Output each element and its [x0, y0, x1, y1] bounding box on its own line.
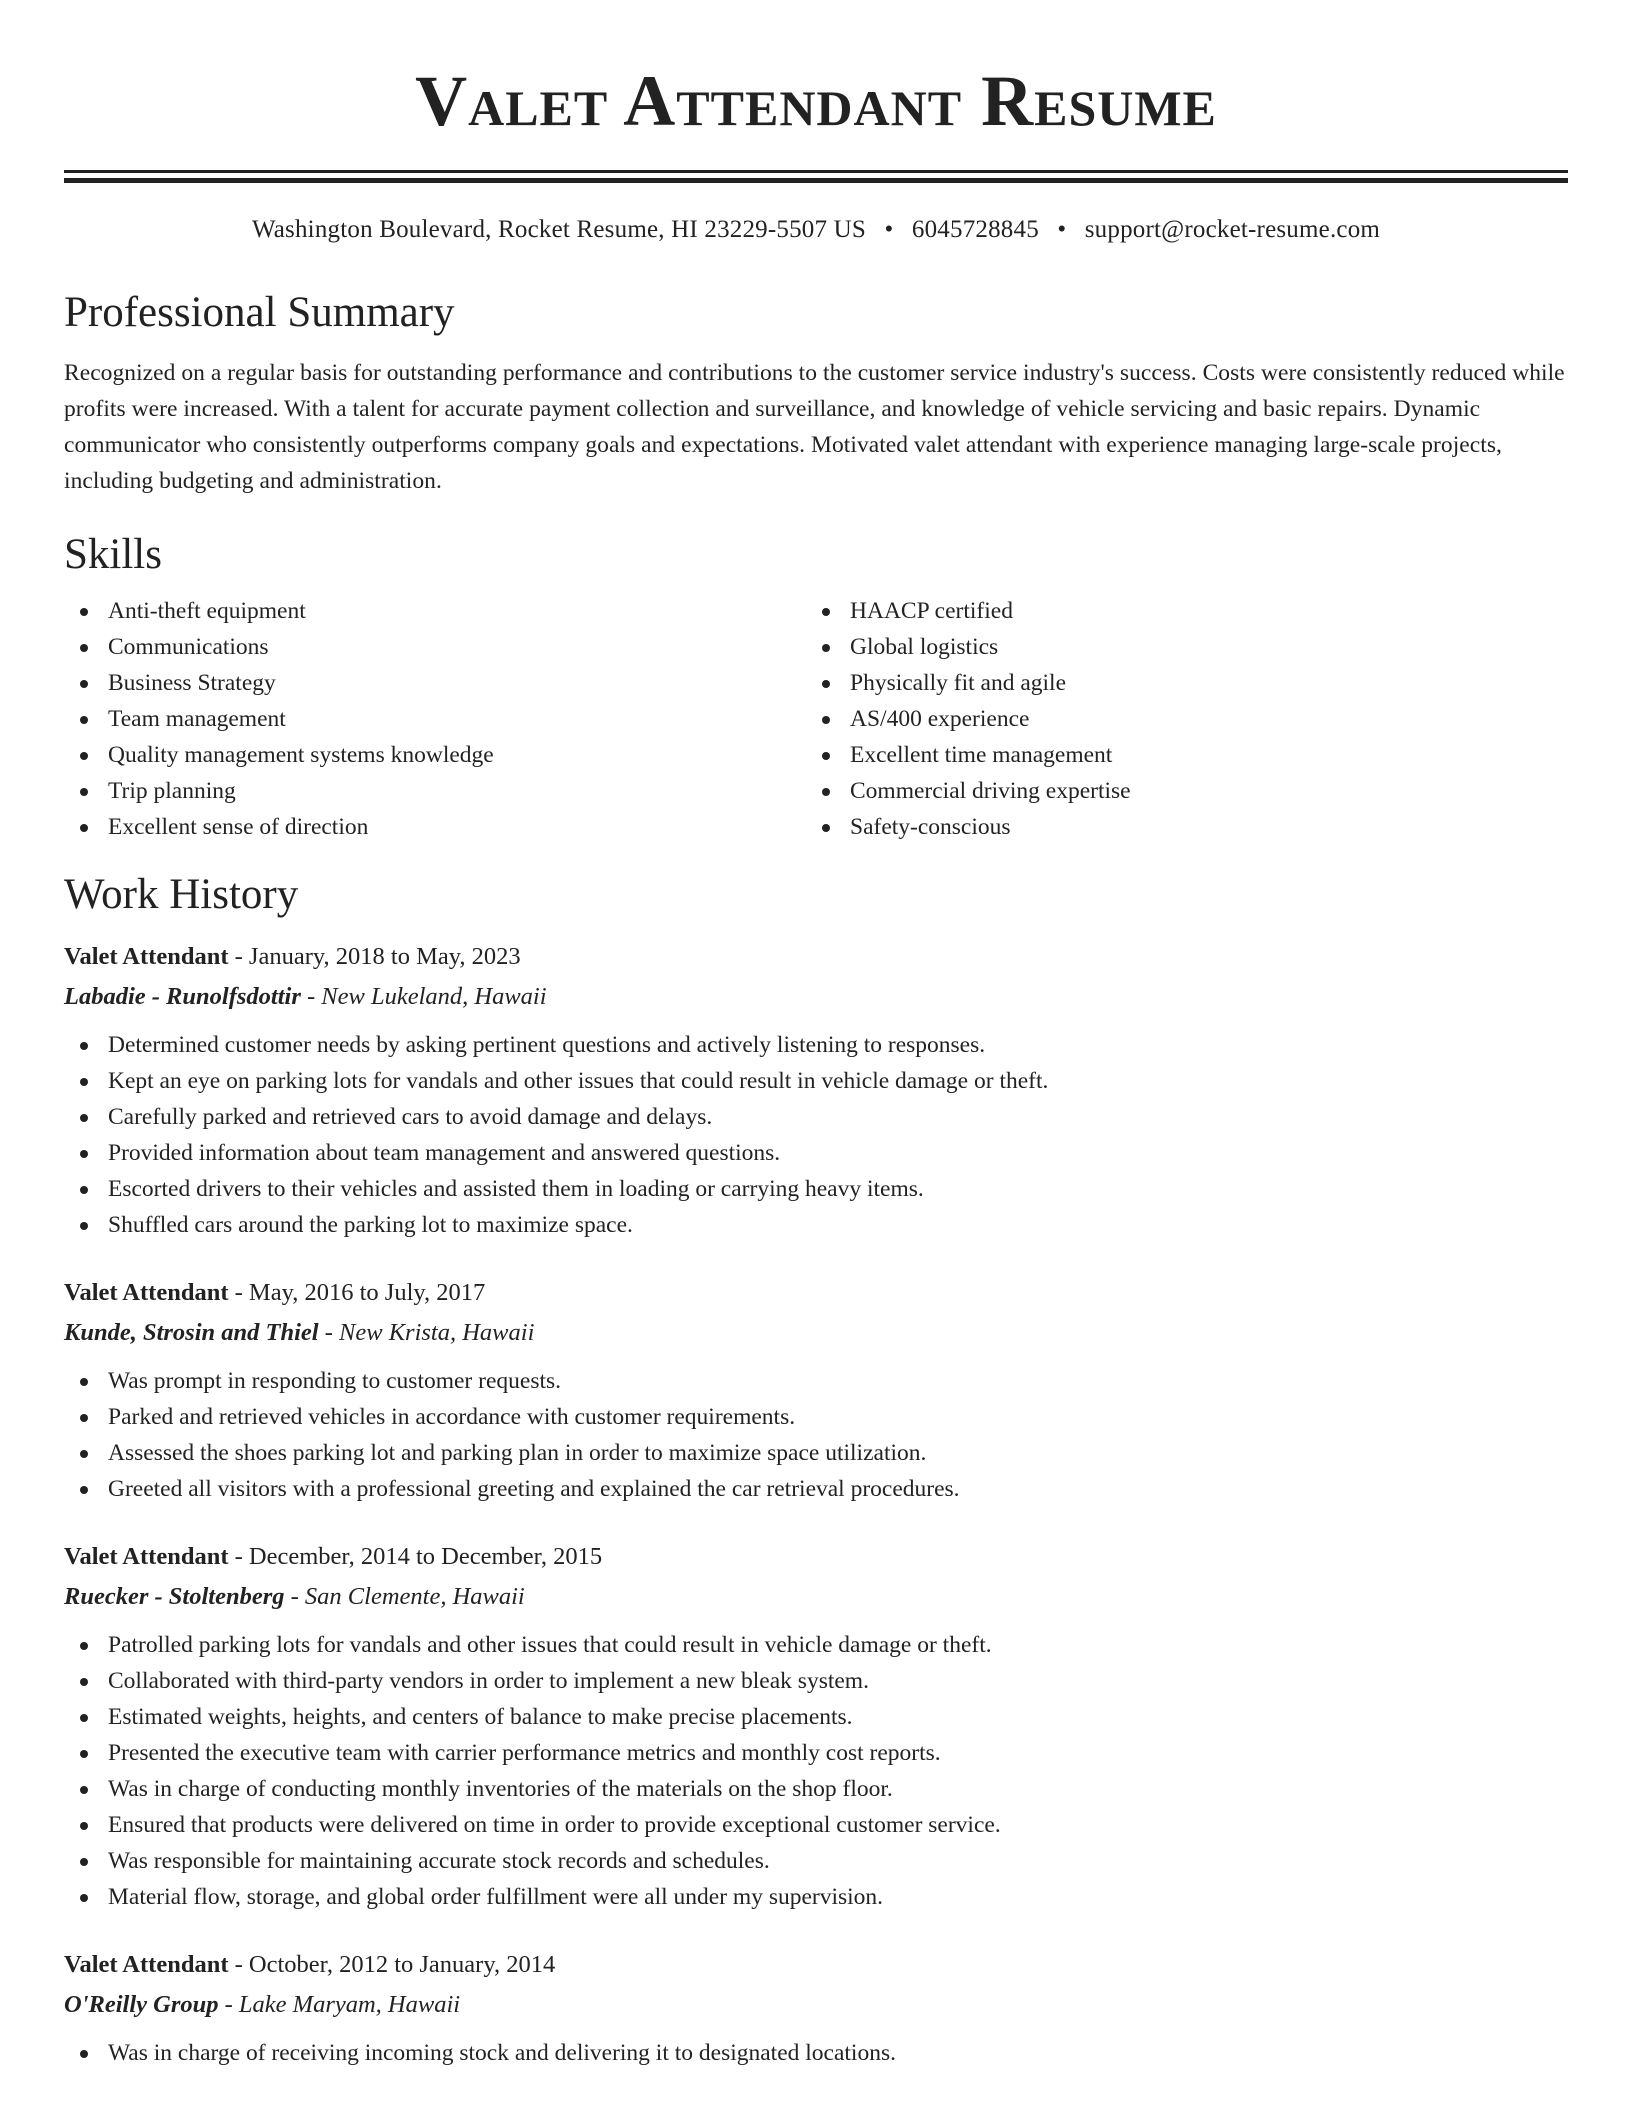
- resume-title: Valet Attendant Resume: [415, 61, 1217, 141]
- job-duty: Was responsible for maintaining accurate stock records and schedules.: [64, 1843, 1568, 1879]
- job-dates: December, 2014 to December, 2015: [248, 1543, 603, 1570]
- job-dates: January, 2018 to May, 2023: [248, 943, 521, 970]
- job-duty: Kept an eye on parking lots for vandals and other issues that could result in vehicle damage or theft.: [64, 1063, 1568, 1099]
- job-duty: Was prompt in responding to customer requests.: [64, 1363, 1568, 1399]
- skill-item: AS/400 experience: [806, 701, 1548, 737]
- skill-item: Commercial driving expertise: [806, 773, 1548, 809]
- skill-item: Physically fit and agile: [806, 665, 1548, 701]
- job-entry: [64, 1273, 1568, 1507]
- work-history-heading: Work History: [64, 871, 299, 918]
- job-duty: Was in charge of receiving incoming stock and delivering it to designated locations.: [64, 2035, 1568, 2071]
- job-dates: May, 2016 to July, 2017: [248, 1279, 486, 1306]
- skill-item: Excellent sense of direction: [64, 809, 806, 845]
- job-duty: Provided information about team management and answered questions.: [64, 1135, 1568, 1171]
- skill-item: Communications: [64, 629, 806, 665]
- job-duty: Collaborated with third-party vendors in order to implement a new bleak system.: [64, 1663, 1568, 1699]
- job-duty: Escorted drivers to their vehicles and assisted them in loading or carrying heavy items.: [64, 1171, 1568, 1207]
- skill-item: Business Strategy: [64, 665, 806, 701]
- skill-item: Excellent time management: [806, 737, 1548, 773]
- skills-columns: [64, 593, 1568, 845]
- job-duties: [64, 1363, 1568, 1507]
- job-title-line: Valet Attendant - May, 2016 to July, 2017: [64, 1279, 486, 1306]
- contact-separator: •: [884, 216, 894, 243]
- job-duty: Material flow, storage, and global order fulfillment were all under my supervision.: [64, 1879, 1568, 1915]
- job-company-line: Ruecker - Stoltenberg - San Clemente, Hawaii: [64, 1583, 525, 1610]
- skill-item: Safety-conscious: [806, 809, 1548, 845]
- title-divider-thin: [64, 170, 1568, 173]
- job-dates: October, 2012 to January, 2014: [248, 1951, 556, 1978]
- job-title: Valet Attendant: [64, 1951, 229, 1978]
- job-company-line: Kunde, Strosin and Thiel - New Krista, Hawaii: [64, 1319, 535, 1346]
- title-divider-thick: [64, 178, 1568, 183]
- job-entry: [64, 1537, 1568, 1915]
- skills-list-left: [64, 593, 806, 845]
- skills-section: [64, 527, 1568, 845]
- skill-item: Anti-theft equipment: [64, 593, 806, 629]
- job-duty: Greeted all visitors with a professional greeting and explained the car retrieval procedures.: [64, 1471, 1568, 1507]
- job-duty: Shuffled cars around the parking lot to maximize space.: [64, 1207, 1568, 1243]
- skill-item: HAACP certified: [806, 593, 1548, 629]
- job-location: New Krista, Hawaii: [339, 1319, 535, 1346]
- job-title-line: Valet Attendant - October, 2012 to January, 2014: [64, 1951, 556, 1978]
- contact-line: [64, 213, 1568, 247]
- job-location: New Lukeland, Hawaii: [321, 983, 547, 1010]
- job-title: Valet Attendant: [64, 943, 229, 970]
- job-duty: Presented the executive team with carrier performance metrics and monthly cost reports.: [64, 1735, 1568, 1771]
- job-company: Labadie - Runolfsdottir: [64, 983, 301, 1010]
- summary-text: Recognized on a regular basis for outstanding performance and contributions to the customer service industry's success. Costs were consistently reduced while profits were increased. With a talent for accurate payment collection and surveillance, and knowledge of vehicle servicing and basic repairs. Dynamic communicator who consistently outperforms company goals and expectations. Motivated valet attendant with experience managing large-scale projects, including budgeting and administration.: [64, 360, 1565, 494]
- skill-item: Global logistics: [806, 629, 1548, 665]
- contact-address: Washington Boulevard, Rocket Resume, HI 23229-5507 US: [251, 216, 867, 243]
- job-duty: Parked and retrieved vehicles in accordance with customer requirements.: [64, 1399, 1568, 1435]
- job-company: Ruecker - Stoltenberg: [64, 1583, 285, 1610]
- skill-item: Team management: [64, 701, 806, 737]
- job-entry: [64, 1945, 1568, 2071]
- job-company-line: O'Reilly Group - Lake Maryam, Hawaii: [64, 1991, 461, 2018]
- job-location: San Clemente, Hawaii: [304, 1583, 525, 1610]
- job-company: Kunde, Strosin and Thiel: [64, 1319, 319, 1346]
- job-title-line: Valet Attendant - January, 2018 to May, 2023: [64, 943, 521, 970]
- contact-email: support@rocket-resume.com: [1084, 216, 1381, 243]
- skill-item: Quality management systems knowledge: [64, 737, 806, 773]
- work-history-section: [64, 867, 1568, 2071]
- job-duties: [64, 1027, 1568, 1243]
- job-duty: Carefully parked and retrieved cars to avoid damage and delays.: [64, 1099, 1568, 1135]
- job-duty: Assessed the shoes parking lot and parking plan in order to maximize space utilization.: [64, 1435, 1568, 1471]
- job-company-line: Labadie - Runolfsdottir - New Lukeland, Hawaii: [64, 983, 547, 1010]
- job-entry: [64, 937, 1568, 1243]
- summary-heading: Professional Summary: [64, 289, 455, 336]
- job-title-line: Valet Attendant - December, 2014 to December, 2015: [64, 1543, 603, 1570]
- job-duty: Ensured that products were delivered on time in order to provide exceptional customer service.: [64, 1807, 1568, 1843]
- job-duty: Estimated weights, heights, and centers of balance to make precise placements.: [64, 1699, 1568, 1735]
- job-duty: Patrolled parking lots for vandals and other issues that could result in vehicle damage or theft.: [64, 1627, 1568, 1663]
- contact-phone: 6045728845: [911, 216, 1039, 243]
- summary-section: [64, 285, 1568, 499]
- job-title: Valet Attendant: [64, 1279, 229, 1306]
- contact-separator: •: [1057, 216, 1067, 243]
- job-duties: [64, 2035, 1568, 2071]
- skills-heading: Skills: [64, 531, 162, 578]
- job-duty: Was in charge of conducting monthly inventories of the materials on the shop floor.: [64, 1771, 1568, 1807]
- job-location: Lake Maryam, Hawaii: [238, 1991, 461, 2018]
- job-title: Valet Attendant: [64, 1543, 229, 1570]
- skills-list-right: [806, 593, 1548, 845]
- job-duty: Determined customer needs by asking pertinent questions and actively listening to responses.: [64, 1027, 1568, 1063]
- job-company: O'Reilly Group: [64, 1991, 219, 2018]
- job-duties: [64, 1627, 1568, 1915]
- skill-item: Trip planning: [64, 773, 806, 809]
